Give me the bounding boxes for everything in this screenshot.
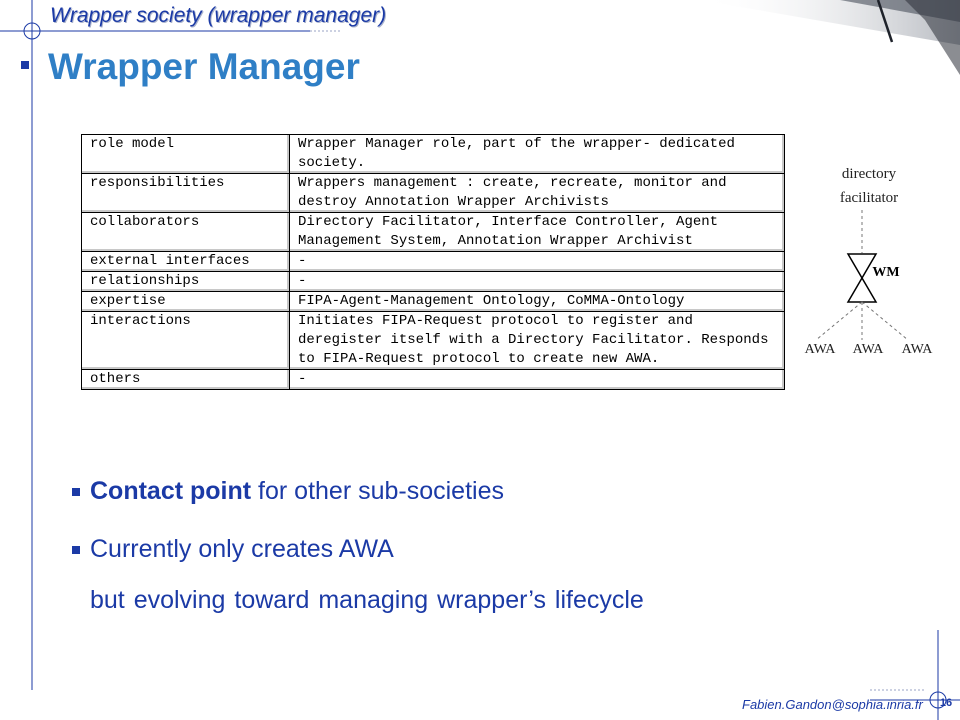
bullet-square-icon bbox=[72, 488, 80, 496]
diagram-awa-1: AWA bbox=[804, 342, 836, 357]
row-label: expertise bbox=[82, 292, 290, 312]
row-label: relationships bbox=[82, 272, 290, 292]
row-label: collaborators bbox=[82, 213, 290, 252]
row-value: - bbox=[290, 252, 785, 272]
row-value: Initiates FIPA-Request protocol to register and deregister itself with a Directory Facilitator. Responds to FIPA-Request protocol to create new AWA. bbox=[290, 312, 785, 370]
bullet-square-icon bbox=[72, 546, 80, 554]
row-label: responsibilities bbox=[82, 174, 290, 213]
bullet-contact-point-rest: for other sub-societies bbox=[251, 477, 504, 505]
page-title: Wrapper Manager bbox=[48, 46, 360, 87]
diagram-wm-label: WM bbox=[872, 265, 900, 280]
row-label: external interfaces bbox=[82, 252, 290, 272]
section-title: Wrapper society (wrapper manager) bbox=[50, 4, 387, 27]
table-row bbox=[82, 174, 785, 213]
row-value: Wrapper Manager role, part of the wrapper- dedicated society. bbox=[290, 135, 785, 174]
row-value: FIPA-Agent-Management Ontology, CoMMA-Ontology bbox=[290, 292, 785, 312]
diagram-link-awa-1 bbox=[816, 302, 862, 340]
row-value: - bbox=[290, 272, 785, 292]
author-email: Fabien.Gandon@sophia.inria.fr bbox=[742, 697, 923, 712]
bullet-continuation: but evolving toward managing wrapper’s lifecycle bbox=[90, 586, 644, 614]
bullet-list bbox=[72, 468, 872, 615]
table-row bbox=[82, 312, 785, 370]
wrapper-manager-diagram bbox=[790, 150, 960, 370]
diagram-facilitator-label: facilitator bbox=[839, 190, 899, 206]
bullet-contact-point-bold: Contact point bbox=[90, 477, 252, 505]
table-row bbox=[82, 292, 785, 312]
row-value: Wrappers management : create, recreate, monitor and destroy Annotation Wrapper Archivists bbox=[290, 174, 785, 213]
table-row bbox=[82, 213, 785, 252]
table-row bbox=[82, 252, 785, 272]
row-label: others bbox=[82, 370, 290, 390]
diagram-awa-2: AWA bbox=[852, 342, 884, 357]
page-number: 16 bbox=[939, 697, 953, 709]
diagram-hourglass-bottom bbox=[848, 278, 876, 302]
row-label: interactions bbox=[82, 312, 290, 370]
row-label: role model bbox=[82, 135, 290, 174]
row-value: - bbox=[290, 370, 785, 390]
table-row bbox=[82, 272, 785, 292]
table-row bbox=[82, 370, 785, 390]
role-model-table bbox=[81, 134, 785, 390]
diagram-awa-3: AWA bbox=[901, 342, 933, 357]
row-value: Directory Facilitator, Interface Controller, Agent Management System, Annotation Wrapper Archivist bbox=[290, 213, 785, 252]
bullet-currently-creates bbox=[72, 534, 872, 564]
diagram-directory-label: directory bbox=[841, 166, 897, 182]
bullet-contact-point bbox=[72, 476, 872, 506]
bullet-currently-creates-text: Currently only creates AWA bbox=[90, 535, 394, 563]
table-row bbox=[82, 135, 785, 174]
diagram-link-awa-3 bbox=[862, 302, 908, 340]
title-bullet-icon bbox=[21, 61, 29, 69]
